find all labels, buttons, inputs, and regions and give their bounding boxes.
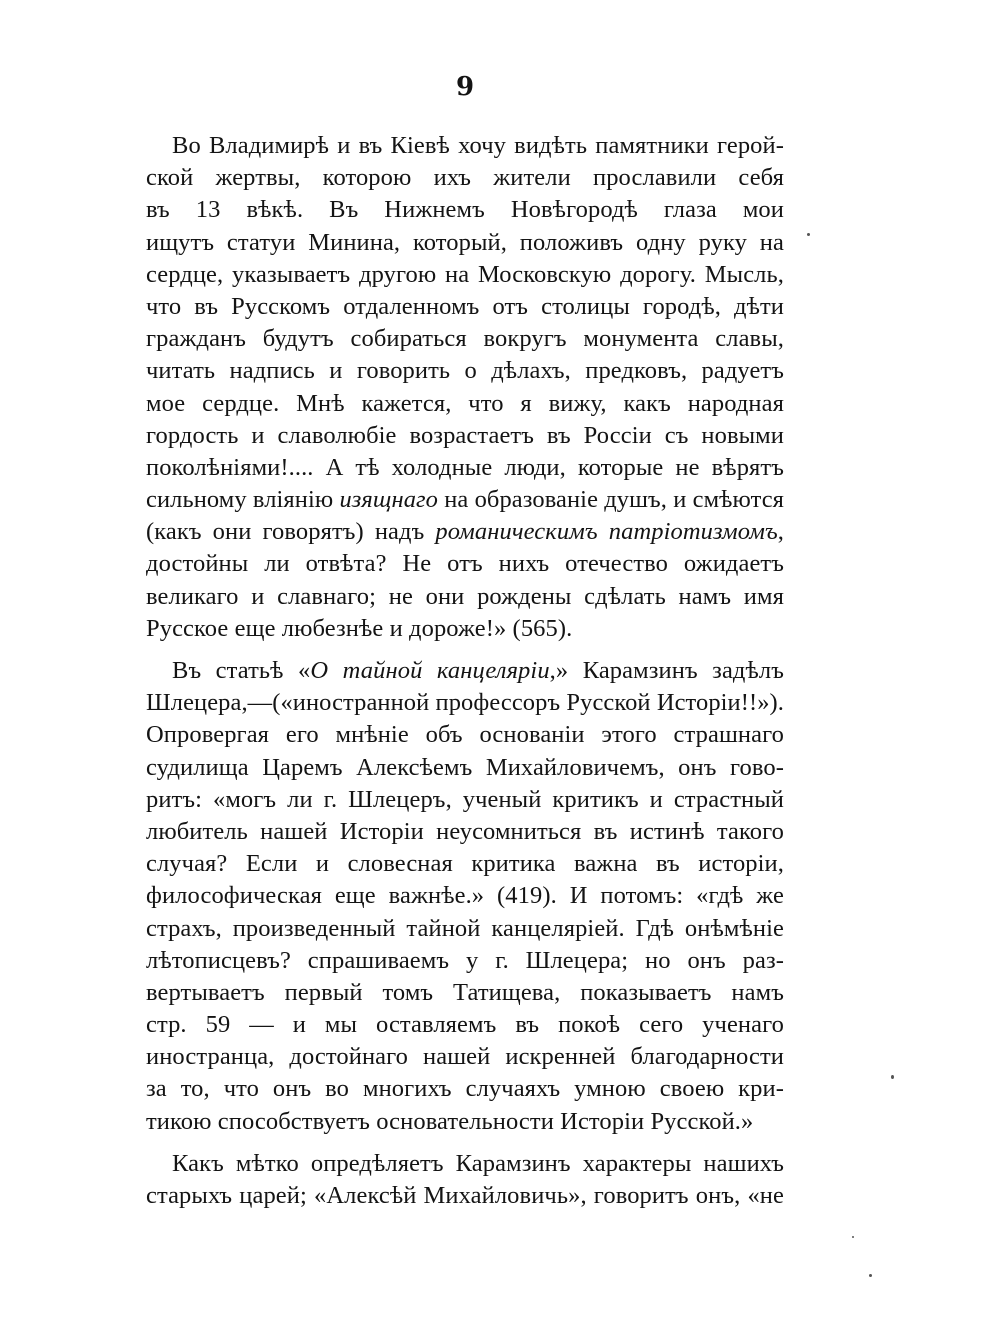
text-line xyxy=(146,548,784,580)
text-run: лѣтописцевъ? спрашиваемъ у г. Шлецера; но онъ раз- xyxy=(146,946,784,974)
text-line xyxy=(146,1009,784,1041)
text-run: Русское еще любезнѣе и дороже!» (565). xyxy=(146,614,573,642)
text-line xyxy=(146,655,784,687)
text-line xyxy=(146,945,784,977)
text-line xyxy=(146,1073,784,1105)
text-line xyxy=(146,1106,784,1138)
text-line xyxy=(146,816,784,848)
text-line xyxy=(146,1041,784,1073)
text-line xyxy=(146,752,784,784)
text-line xyxy=(146,848,784,880)
italic-run: романическимъ патріотизмомъ xyxy=(435,518,778,546)
text-run: ской жертвы, которою ихъ жители прославили себя xyxy=(146,164,784,192)
text-run: страхъ, произведенный тайной канцеляріей. Гдѣ онѣмѣніе xyxy=(146,914,784,942)
text-run: Въ статьѣ « xyxy=(172,657,311,684)
text-run: ритъ: «могъ ли г. Шлецеръ, ученый критикъ и страстный xyxy=(146,785,784,813)
text-line xyxy=(146,719,784,751)
text-line xyxy=(146,291,784,323)
text-run: читать надпись и говорить о дѣлахъ, предковъ, радуетъ xyxy=(146,357,784,385)
body-text xyxy=(146,130,784,1212)
text-run: Во Владимирѣ и въ Кіевѣ хочу видѣть памятники герой- xyxy=(172,132,784,159)
text-line xyxy=(146,130,784,162)
text-run: достойны ли отвѣта? Не отъ нихъ отечество ожидаетъ xyxy=(146,550,784,578)
text-line xyxy=(146,259,784,291)
text-run: на образованіе душъ, и смѣются xyxy=(438,486,785,514)
text-run: судилища Царемъ Алексѣемъ Михайловичемъ, онъ гово- xyxy=(146,753,784,781)
text-run: иностранца, достойнаго нашей искренней благодарности xyxy=(146,1043,784,1071)
text-run: въ 13 вѣкѣ. Въ Нижнемъ Новѣгородѣ глаза мои xyxy=(146,196,784,224)
text-run: , xyxy=(777,518,784,546)
text-line xyxy=(146,516,784,548)
text-line xyxy=(146,452,784,484)
scan-speck xyxy=(891,1075,894,1079)
text-run: Опровергая его мнѣніе объ основаніи этого страшнаго xyxy=(146,721,784,749)
italic-run: О тайной канцеляріи xyxy=(310,657,550,684)
scan-speck xyxy=(807,233,810,236)
page-number: 9 xyxy=(455,72,475,102)
text-line xyxy=(146,162,784,194)
text-run: сердце, указываетъ другою на Московскую дорогу. Мысль, xyxy=(146,260,784,288)
text-run: сильному вліянію xyxy=(146,486,340,514)
text-run: старыхъ царей; «Алексѣй Михайловичь», говоритъ онъ, «не xyxy=(146,1182,784,1209)
text-line xyxy=(146,194,784,226)
text-run: что въ Русскомъ отдаленномъ отъ столицы городѣ, дѣти xyxy=(146,292,784,320)
paragraph xyxy=(146,655,784,1138)
text-line xyxy=(146,388,784,420)
text-run: философическая еще важнѣе.» (419). И потомъ: «гдѣ же xyxy=(146,882,784,910)
text-line xyxy=(146,581,784,613)
text-run: Какъ мѣтко опредѣляетъ Карамзинъ характеры нашихъ xyxy=(172,1149,784,1177)
text-line xyxy=(146,977,784,1009)
paragraph-gap xyxy=(146,1138,784,1148)
text-run: гордость и славолюбіе возрастаетъ въ Россіи съ новыми xyxy=(146,421,784,449)
text-line xyxy=(146,227,784,259)
italic-run: изящнаго xyxy=(339,486,439,514)
text-line xyxy=(146,355,784,387)
text-line xyxy=(146,323,784,355)
text-run: стр. 59 — и мы оставляемъ въ покоѣ сего ученаго xyxy=(146,1011,784,1039)
scan-speck xyxy=(869,1274,872,1277)
text-line xyxy=(146,913,784,945)
text-line xyxy=(146,1148,784,1180)
paragraph xyxy=(146,1148,784,1212)
text-run: ищутъ статуи Минина, который, положивъ одну руку на xyxy=(146,228,784,256)
text-run: гражданъ будутъ собираться вокругъ монумента славы, xyxy=(146,325,784,353)
text-run: поколѣніями!.... А тѣ холодные люди, которые не вѣрятъ xyxy=(146,453,784,481)
text-line xyxy=(146,420,784,452)
text-run: за то, что онъ во многихъ случаяхъ умною своею кри- xyxy=(146,1075,784,1103)
text-line xyxy=(146,687,784,719)
text-run: ,» Карамзинъ задѣлъ xyxy=(549,657,784,684)
text-run: любитель нашей Исторіи неусомниться въ истинѣ такого xyxy=(146,817,784,845)
text-line xyxy=(146,880,784,912)
scan-speck xyxy=(852,1236,854,1238)
text-run: (какъ они говорятъ) надъ xyxy=(146,518,436,546)
paragraph xyxy=(146,130,784,645)
text-line xyxy=(146,484,784,516)
text-run: вертываетъ первый томъ Татищева, показываетъ намъ xyxy=(146,978,784,1006)
text-line xyxy=(146,613,784,645)
text-run: великаго и славнаго; не они рождены сдѣлать намъ имя xyxy=(146,582,784,610)
text-line xyxy=(146,1180,784,1212)
text-run: тикою способствуетъ основательности Исторіи Русской.» xyxy=(146,1107,754,1135)
text-run: Шлецера,—(«иностранной профессоръ Русской Исторіи!!»). xyxy=(146,689,785,717)
text-run: случая? Если и словесная критика важна въ исторіи, xyxy=(146,850,784,878)
text-line xyxy=(146,784,784,816)
text-run: мое сердце. Мнѣ кажется, что я вижу, какъ народная xyxy=(146,389,784,417)
paragraph-gap xyxy=(146,645,784,655)
